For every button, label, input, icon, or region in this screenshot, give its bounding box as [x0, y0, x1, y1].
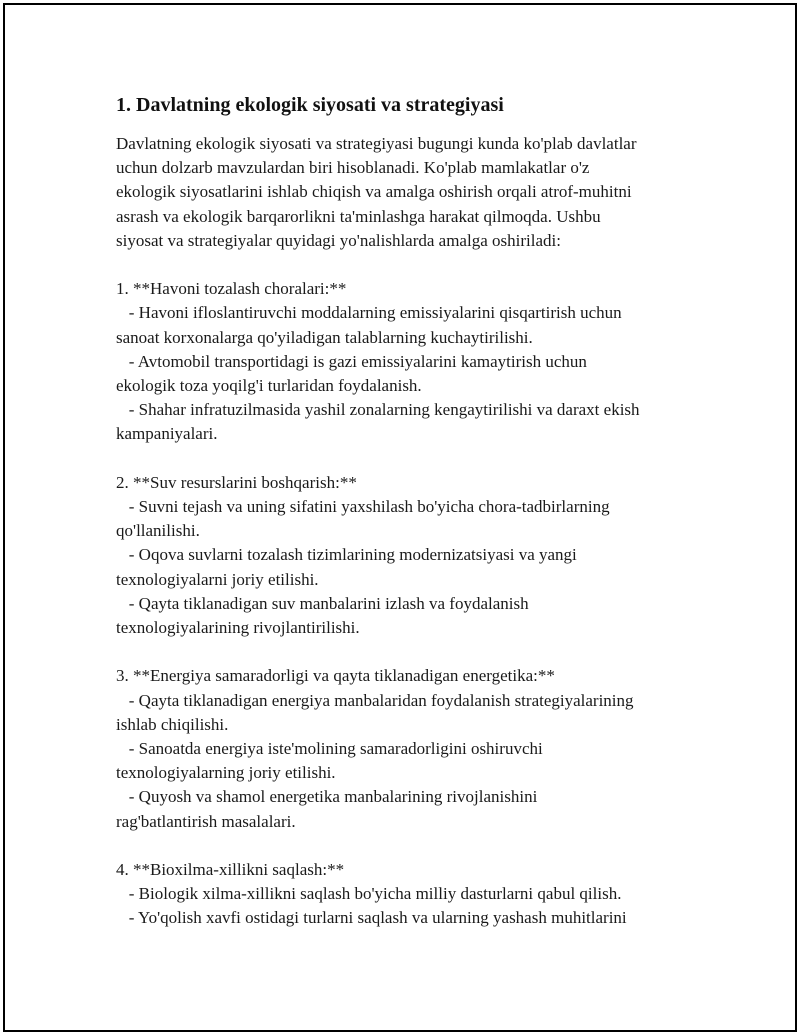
intro-paragraph: Davlatning ekologik siyosati va strategiyasi bugungi kunda ko'plab davlatlar uchun dolzarb mavzulardan biri hisoblanadi. Ko'plab mamlakatlar o'z ekologik siyosatlarini ishlab chiqish va amalga oshirish orqali atrof-muhitni asrash va ekologik barqarorlikni ta'minlashga harakat qilmoqda. Ushbu siyosat va strategiyalar quyidagi yo'nalishlarda amalga oshiriladi: — [116, 134, 637, 250]
document-body — [116, 92, 706, 931]
document-title: 1. Davlatning ekologik siyosati va strategiyasi — [116, 94, 504, 116]
list-item: - Havoni ifloslantiruvchi moddalarning emissiyalarini qisqartirish uchun sanoat korxonalarga qo'yiladigan talablarning kuchaytirilishi. — [116, 303, 622, 347]
section-2 — [116, 471, 706, 640]
list-item: - Sanoatda energiya iste'molining samaradorligini oshiruvchi texnologiyalarning joriy etilishi. — [116, 739, 543, 783]
section-gap — [116, 640, 706, 664]
section-gap — [116, 253, 706, 277]
list-item: - Biologik xilma-xillikni saqlash bo'yicha milliy dasturlarni qabul qilish. — [116, 884, 622, 904]
list-item: - Yo'qolish xavfi ostidagi turlarni saqlash va ularning yashash muhitlarini — [116, 908, 627, 928]
section-gap — [116, 834, 706, 858]
list-item: - Oqova suvlarni tozalash tizimlarining modernizatsiyasi va yangi texnologiyalarni joriy etilishi. — [116, 545, 577, 589]
list-item: - Suvni tejash va uning sifatini yaxshilash bo'yicha chora-tadbirlarning qo'llanilishi. — [116, 497, 610, 541]
section-heading: 4. **Bioxilma-xillikni saqlash:** — [116, 860, 345, 880]
list-item: - Shahar infratuzilmasida yashil zonalarning kengaytirilishi va daraxt ekish kampaniyalari. — [116, 400, 640, 444]
list-item: - Qayta tiklanadigan energiya manbalaridan foydalanish strategiyalarining ishlab chiqilishi. — [116, 690, 634, 734]
section-gap — [116, 447, 706, 471]
list-item: - Qayta tiklanadigan suv manbalarini izlash va foydalanish texnologiyalarining rivojlantirilishi. — [116, 593, 529, 638]
section-4 — [116, 858, 706, 931]
list-item: - Quyosh va shamol energetika manbalarining rivojlanishini rag'batlantirish masalalari. — [116, 787, 538, 831]
section-1 — [116, 277, 706, 446]
list-item: - Avtomobil transportidagi is gazi emissiyalarini kamaytirish uchun ekologik toza yoqilg'i turlaridan foydalanish. — [116, 351, 587, 396]
section-heading: 1. **Havoni tozalash choralari:** — [116, 279, 347, 299]
section-heading: 3. **Energiya samaradorligi va qayta tiklanadigan energetika:** — [116, 666, 555, 686]
section-3 — [116, 664, 706, 833]
section-heading: 2. **Suv resurslarini boshqarish:** — [116, 472, 357, 492]
